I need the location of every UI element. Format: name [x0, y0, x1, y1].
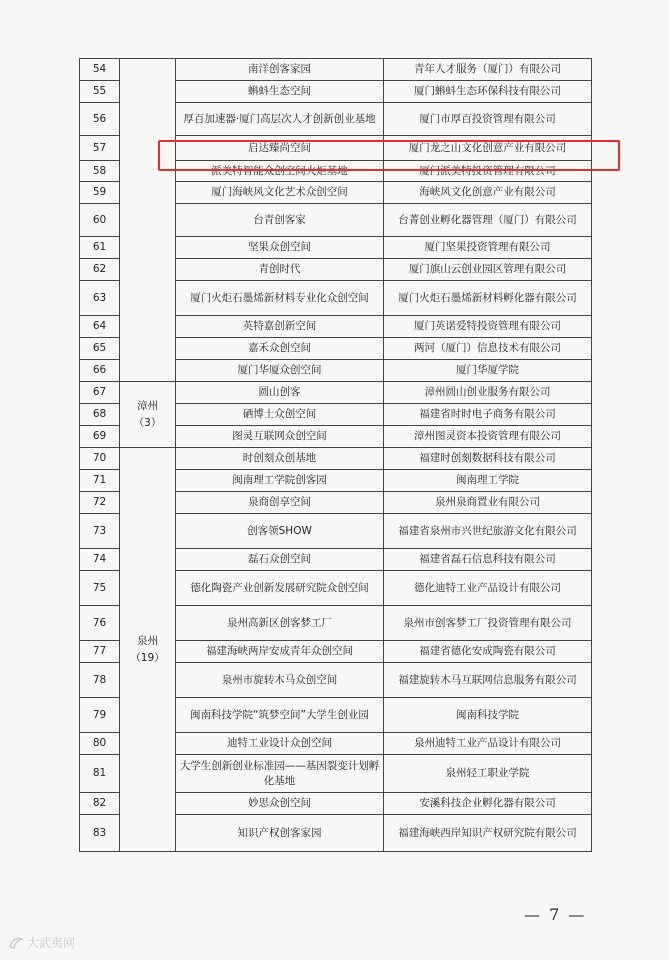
operating-organization: 青年人才服务（厦门）有限公司	[384, 59, 592, 81]
operating-organization: 福建省泉州市兴世纪旅游文化有限公司	[384, 514, 592, 549]
space-name: 妙思众创空间	[176, 793, 384, 815]
operating-organization: 两河（厦门）信息技术有限公司	[384, 338, 592, 360]
space-name: 厦门海峡风文化艺术众创空间	[176, 182, 384, 204]
space-name: 派美特智能众创空间火炬基地	[176, 161, 384, 182]
row-number: 63	[80, 281, 120, 316]
row-number: 67	[80, 382, 120, 404]
space-name: 泉商创享空间	[176, 492, 384, 514]
space-name: 创客领SHOW	[176, 514, 384, 549]
city-name: 漳州	[137, 399, 158, 412]
operating-organization: 厦门坚果投资管理有限公司	[384, 237, 592, 259]
city-count: （19）	[130, 651, 165, 664]
operating-organization: 泉州轻工职业学院	[384, 755, 592, 793]
operating-organization: 福建旋转木马互联网信息服务有限公司	[384, 663, 592, 698]
operating-organization: 泉州泉商置业有限公司	[384, 492, 592, 514]
row-number: 69	[80, 426, 120, 448]
row-number: 60	[80, 204, 120, 237]
space-name: 图灵互联网众创空间	[176, 426, 384, 448]
space-name: 嘉禾众创空间	[176, 338, 384, 360]
space-name: 青创时代	[176, 259, 384, 281]
operating-organization: 厦门派美特投资管理有限公司	[384, 161, 592, 182]
row-number: 64	[80, 316, 120, 338]
row-number: 54	[80, 59, 120, 81]
row-number: 78	[80, 663, 120, 698]
table-row	[80, 382, 592, 404]
watermark-text: 大武夷网	[27, 936, 76, 950]
operating-organization: 泉州市创客梦工厂投资管理有限公司	[384, 606, 592, 641]
row-number: 72	[80, 492, 120, 514]
row-number: 77	[80, 641, 120, 663]
operating-organization: 厦门英诺爱特投资管理有限公司	[384, 316, 592, 338]
watermark-logo-icon	[8, 935, 24, 951]
operating-organization: 安溪科技企业孵化器有限公司	[384, 793, 592, 815]
space-name: 厦门华厦众创空间	[176, 360, 384, 382]
space-name: 圆山创客	[176, 382, 384, 404]
operating-organization: 福建时创刻数据科技有限公司	[384, 448, 592, 470]
city-cell	[120, 382, 176, 448]
row-number: 58	[80, 161, 120, 182]
space-name: 蝌蚪生态空间	[176, 81, 384, 103]
row-number: 79	[80, 698, 120, 733]
space-name: 泉州市旋转木马众创空间	[176, 663, 384, 698]
row-number: 65	[80, 338, 120, 360]
space-name: 坚果众创空间	[176, 237, 384, 259]
space-name: 闽南理工学院创客园	[176, 470, 384, 492]
space-name: 福建海峡两岸安成青年众创空间	[176, 641, 384, 663]
incubator-list-table	[79, 58, 592, 852]
row-number: 68	[80, 404, 120, 426]
row-number: 56	[80, 103, 120, 136]
space-name: 台青创客家	[176, 204, 384, 237]
row-number: 66	[80, 360, 120, 382]
row-number: 76	[80, 606, 120, 641]
row-number: 59	[80, 182, 120, 204]
operating-organization: 泉州迪特工业产品设计有限公司	[384, 733, 592, 755]
operating-organization: 厦门市厚百投资管理有限公司	[384, 103, 592, 136]
row-number: 83	[80, 815, 120, 852]
space-name: 迪特工业设计众创空间	[176, 733, 384, 755]
space-name: 南洋创客家园	[176, 59, 384, 81]
space-name: 闽南科技学院“筑梦空间”大学生创业园	[176, 698, 384, 733]
row-number: 55	[80, 81, 120, 103]
row-number: 74	[80, 549, 120, 571]
operating-organization: 漳州图灵资本投资管理有限公司	[384, 426, 592, 448]
row-number: 61	[80, 237, 120, 259]
city-count: （3）	[133, 416, 162, 429]
space-name: 知识产权创客家园	[176, 815, 384, 852]
operating-organization: 台菁创业孵化器管理（厦门）有限公司	[384, 204, 592, 237]
space-name: 磊石众创空间	[176, 549, 384, 571]
space-name: 硒博士众创空间	[176, 404, 384, 426]
row-number: 81	[80, 755, 120, 793]
operating-organization: 德化迪特工业产品设计有限公司	[384, 571, 592, 606]
space-name: 时创刻众创基地	[176, 448, 384, 470]
operating-organization: 闽南科技学院	[384, 698, 592, 733]
table-row	[80, 59, 592, 81]
space-name: 德化陶瓷产业创新发展研究院众创空间	[176, 571, 384, 606]
row-number: 62	[80, 259, 120, 281]
operating-organization: 厦门旗山云创业园区管理有限公司	[384, 259, 592, 281]
row-number: 70	[80, 448, 120, 470]
table-row	[80, 448, 592, 470]
city-name: 泉州	[137, 634, 158, 647]
operating-organization: 福建省德化安成陶瓷有限公司	[384, 641, 592, 663]
space-name: 大学生创新创业标准园——基因裂变计划孵化基地	[176, 755, 384, 793]
space-name: 厦门火炬石墨烯新材料专业化众创空间	[176, 281, 384, 316]
space-name: 启达臻尚空间	[176, 136, 384, 161]
row-number: 73	[80, 514, 120, 549]
watermark	[8, 934, 75, 951]
space-name: 厚百加速器·厦门高层次人才创新创业基地	[176, 103, 384, 136]
row-number: 71	[80, 470, 120, 492]
space-name: 英特嘉创新空间	[176, 316, 384, 338]
operating-organization: 漳州圆山创业服务有限公司	[384, 382, 592, 404]
operating-organization: 福建省磊石信息科技有限公司	[384, 549, 592, 571]
operating-organization: 厦门火炬石墨烯新材料孵化器有限公司	[384, 281, 592, 316]
row-number: 82	[80, 793, 120, 815]
row-number: 57	[80, 136, 120, 161]
page-number: — 7 —	[524, 905, 587, 924]
row-number: 80	[80, 733, 120, 755]
operating-organization: 厦门蝌蚪生态环保科技有限公司	[384, 81, 592, 103]
row-number: 75	[80, 571, 120, 606]
city-cell	[120, 59, 176, 382]
operating-organization: 厦门华厦学院	[384, 360, 592, 382]
operating-organization: 福建海峡西岸知识产权研究院有限公司	[384, 815, 592, 852]
operating-organization: 厦门龙之山文化创意产业有限公司	[384, 136, 592, 161]
operating-organization: 海峡风文化创意产业有限公司	[384, 182, 592, 204]
operating-organization: 福建省时时电子商务有限公司	[384, 404, 592, 426]
space-name: 泉州高新区创客梦工厂	[176, 606, 384, 641]
operating-organization: 闽南理工学院	[384, 470, 592, 492]
city-cell	[120, 448, 176, 852]
